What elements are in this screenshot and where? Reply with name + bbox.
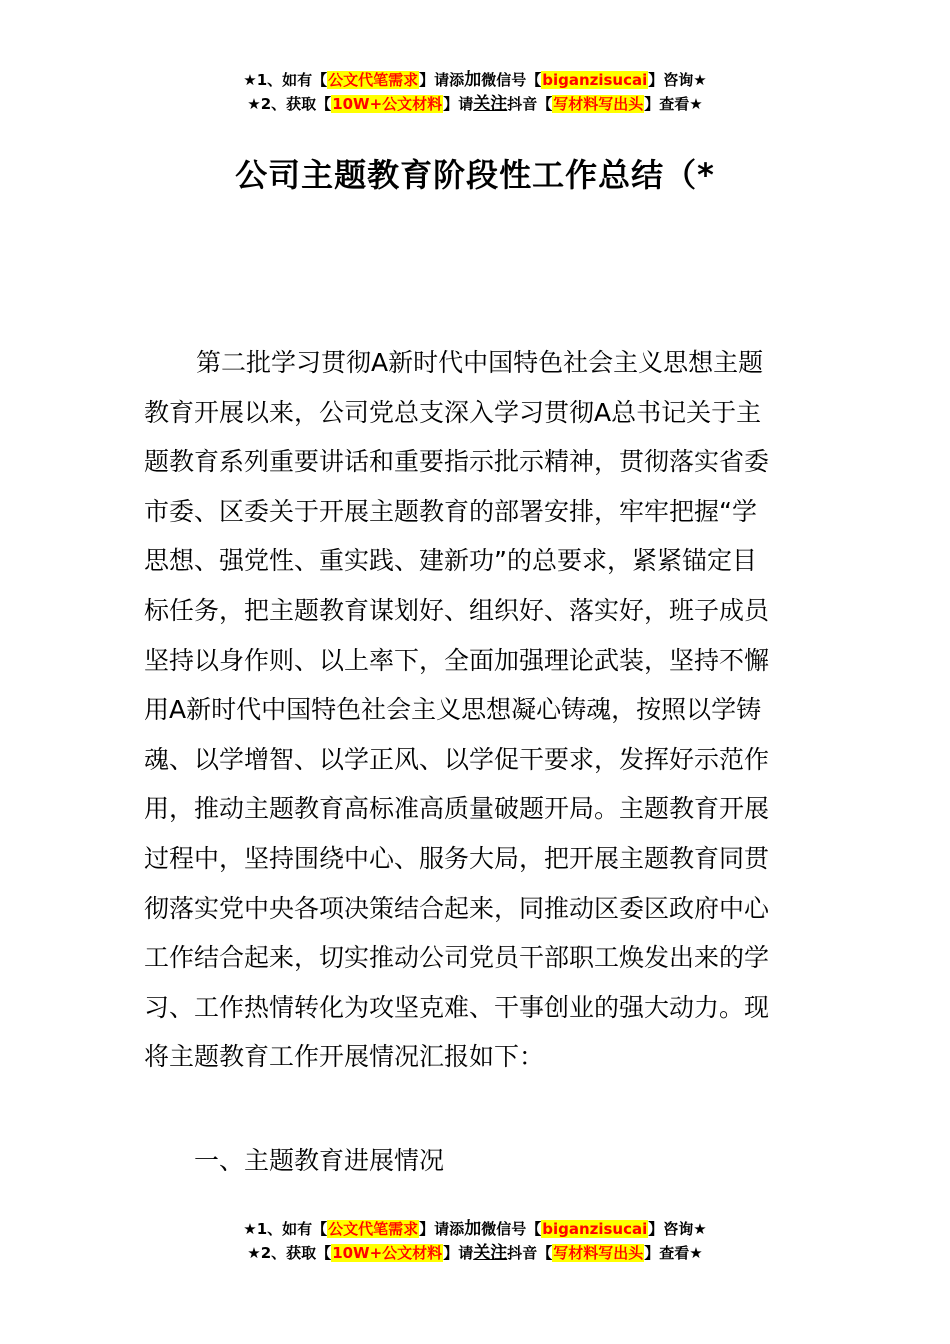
promo-text: 关注 [473,94,508,114]
promo-text: 】请添 [419,1220,465,1238]
promo-highlight: 10W+公文材料 [332,1244,443,1262]
promo-text: 】查看★ [644,95,703,113]
promo-text: 抖音【 [507,95,553,113]
body-line: 市委、区委关于开展主题教育的部署安排，牢牢把握“学 [144,496,757,526]
promo-highlight: 公文代笔需求 [328,1220,419,1238]
promo-text: 】查看★ [644,1244,703,1262]
body-line: 彻落实党中央各项决策结合起来，同推动区委区政府中心 [144,893,770,923]
promo-text: 加 [464,70,482,90]
section-heading: 一、主题教育进展情况 [194,1146,445,1175]
body-line: 标任务，把主题教育谋划好、组织好、落实好，班子成员 [144,595,770,625]
footer-promo-banner [0,1217,950,1265]
header-promo-banner [0,68,950,116]
body-line: 将主题教育工作开展情况汇报如下： [144,1042,545,1072]
promo-text: 关注 [473,1243,508,1263]
promo-text: 】请 [443,1244,474,1262]
body-line: 习、工作热情转化为攻坚克难、干事创业的强大动力。现 [144,992,770,1022]
promo-line-2 [0,1241,950,1265]
promo-highlight: biganzisucai [542,71,648,89]
promo-text: 抖音【 [507,1244,553,1262]
body-line: 过程中，坚持围绕中心、服务大局，把开展主题教育同贯 [144,843,770,873]
document-title: 公司主题教育阶段性工作总结（* [235,156,715,194]
body-line: 教育开展以来，公司党总支深入学习贯彻A总书记关于主 [144,397,762,427]
body-line: 用，推动主题教育高标准高质量破题开局。主题教育开展 [144,794,770,824]
promo-text: ★1、如有【 [243,1220,328,1238]
promo-line-1 [0,68,950,92]
promo-line-2 [0,92,950,116]
promo-highlight: biganzisucai [542,1220,648,1238]
promo-text: 微信号【 [481,71,542,89]
promo-highlight: 10W+公文材料 [332,95,443,113]
promo-text: ★2、获取【 [247,1244,332,1262]
promo-text: 微信号【 [481,1220,542,1238]
body-line: 题教育系列重要讲话和重要指示批示精神，贯彻落实省委 [144,447,770,477]
promo-line-1 [0,1217,950,1241]
body-paragraph [144,338,808,1082]
promo-text: 】咨询★ [648,71,707,89]
promo-text: 】咨询★ [648,1220,707,1238]
promo-text: 】请 [443,95,474,113]
promo-text: 】请添 [419,71,465,89]
body-line: 工作结合起来，切实推动公司党员干部职工焕发出来的学 [144,943,770,973]
promo-text: ★2、获取【 [247,95,332,113]
promo-highlight: 写材料写出头 [553,95,644,113]
body-line: 坚持以身作则、以上率下，全面加强理论武装，坚持不懈 [144,645,770,675]
promo-highlight: 写材料写出头 [553,1244,644,1262]
body-line: 第二批学习贯彻A新时代中国特色社会主义思想主题 [196,348,764,377]
body-line: 用A新时代中国特色社会主义思想凝心铸魂，按照以学铸 [144,695,762,725]
promo-highlight: 公文代笔需求 [328,71,419,89]
promo-text: 加 [464,1219,482,1239]
promo-text: ★1、如有【 [243,71,328,89]
body-line: 思想、强党性、重实践、建新功”的总要求，紧紧锚定目 [144,546,757,576]
body-line: 魂、以学增智、以学正风、以学促干要求，发挥好示范作 [144,744,770,774]
